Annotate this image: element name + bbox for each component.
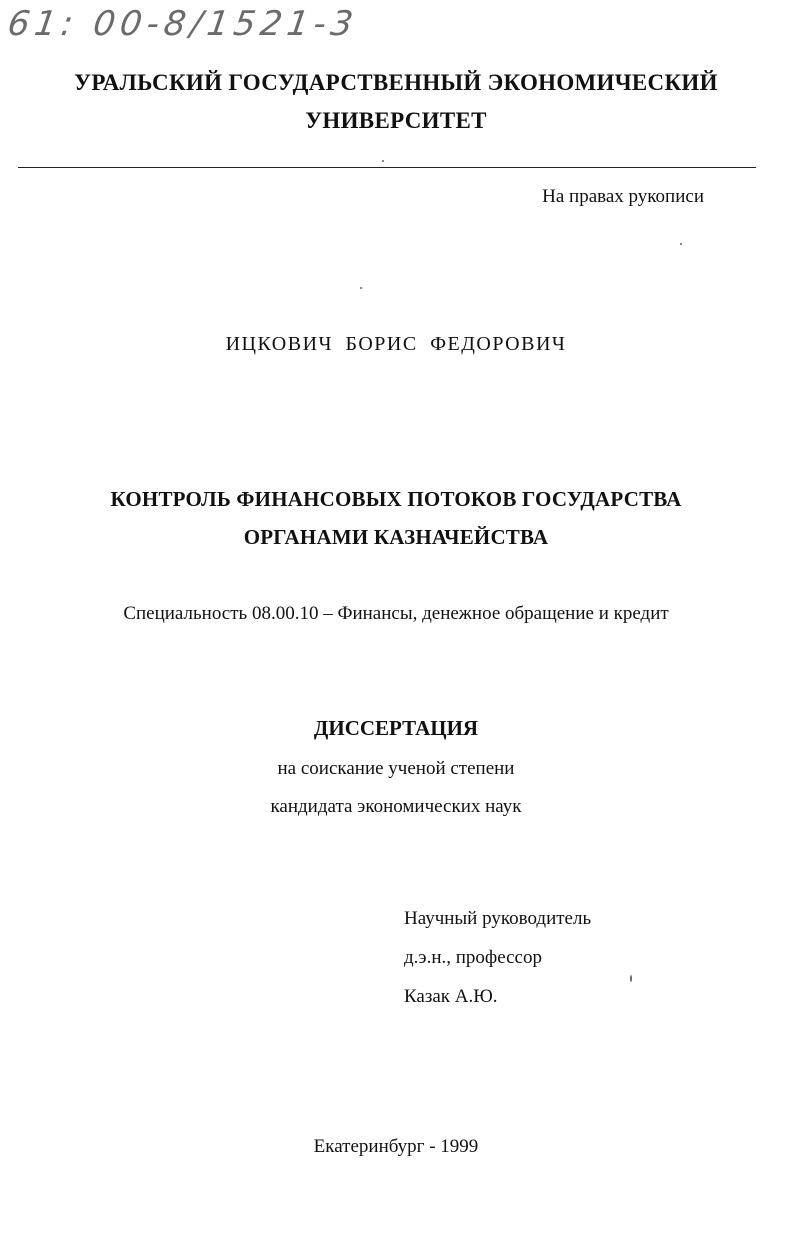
scan-speck xyxy=(630,975,632,982)
manuscript-note: На правах рукописи xyxy=(542,186,704,207)
dissertation-title-line2: ОРГАНАМИ КАЗНАЧЕЙСТВА xyxy=(243,525,549,549)
degree-purpose-line2: кандидата экономических наук xyxy=(270,796,522,817)
header-divider xyxy=(18,167,756,168)
university-name-line1: УРАЛЬСКИЙ ГОСУДАРСТВЕННЫЙ ЭКОНОМИЧЕСКИЙ xyxy=(74,70,718,95)
scan-speck xyxy=(360,287,362,289)
scan-speck xyxy=(680,243,682,245)
supervisor-role: Научный руководитель xyxy=(404,908,592,929)
dissertation-title-line1: КОНТРОЛЬ ФИНАНСОВЫХ ПОТОКОВ ГОСУДАРСТВА xyxy=(110,487,682,511)
supervisor-name: Казак А.Ю. xyxy=(404,986,498,1007)
handwritten-archive-mark: 61: 00-8/1521-3 xyxy=(5,4,361,44)
supervisor-degree: д.э.н., профессор xyxy=(404,947,542,968)
city-year: Екатеринбург - 1999 xyxy=(313,1136,479,1157)
author-name: ИЦКОВИЧ БОРИС ФЕДОРОВИЧ xyxy=(225,333,567,355)
degree-purpose-line1: на соискание ученой степени xyxy=(277,758,515,779)
specialty-line: Специальность 08.00.10 – Финансы, денежное обращение и кредит xyxy=(123,603,669,624)
document-type: ДИССЕРТАЦИЯ xyxy=(313,716,479,740)
university-name-line2: УНИВЕРСИТЕТ xyxy=(305,108,487,133)
scan-speck xyxy=(382,160,384,162)
